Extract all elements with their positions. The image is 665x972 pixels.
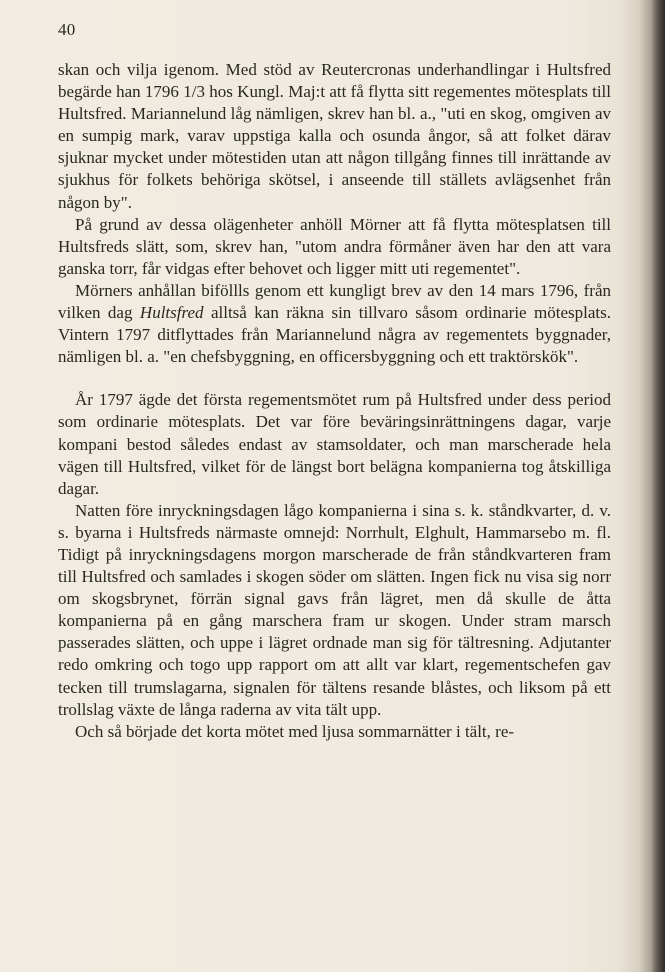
paragraph-1: skan och vilja igenom. Med stöd av Reutercronas underhandlingar i Hultsfred begärde han 1796 1/3 hos Kungl. Maj:t att få flytta sitt regementes mötesplats till Hultsfred. Mariannelund låg nämligen, skrev han bl. a., "uti en skog, omgiven av en sumpig mark, varav uppstiga kalla och osunda ångor, så att folket därav sjuknar mycket under mötestiden utan att någon tillgång finnes till inrättande av sjukhus för folkets behöriga skötsel, i anseende till ställets avlägsenhet från någon by". [58, 60, 611, 212]
paragraph-5: Natten före inryckningsdagen lågo kompanierna i sina s. k. ståndkvarter, d. v. s. byarna i Hultsfreds närmaste omnejd: Norrhult, Elghult, Hammarsebo m. fl. Tidigt på inryckningsdagens morgon marscherade de från ståndkvarteren fram till Hultsfred och samlades i skogen söder om slätten. Ingen fick nu visa sig norr om skogsbrynet, förrän signal gavs från lägret, men då skulle de åtta kompanierna på en gång marschera fram ur skogen. Under stram marsch passerades slätten, och uppe i lägret ordnade man sig för tältresning. Adjutanter redo omkring och togo upp rapport om att allt var klart, regementschefen gav tecken till trumslagarna, signalen för tältens resande blåstes, och liksom på ett trollslag växte de långa raderna av vita tält upp. [58, 500, 611, 719]
body-text [58, 59, 611, 743]
paragraph-3: Mörners anhållan biföllls genom ett kungligt brev av den 14 mars 1796, från vilken dag Hultsfred alltså kan räkna sin tillvaro såsom ordinarie mötesplats. Vintern 1797 ditflyttades från Mariannelund några av regementets byggnader, nämligen bl. a. "en chefsbyggning, en officersbyggning och ett traktörskök". [58, 280, 611, 367]
book-spine-shadow [651, 0, 665, 972]
page-number: 40 [58, 20, 76, 39]
paragraph-2: På grund av dessa olägenheter anhöll Mörner att få flytta mötesplatsen till Hultsfreds slätt, som, skrev han, "utom andra förmåner även har den att vara ganska torr, får vidgas efter behovet och ligger mitt uti regementet". [58, 214, 611, 278]
paragraph-6: Och så började det korta mötet med ljusa sommarnätter i tält, re- [75, 721, 515, 741]
paragraph-4: År 1797 ägde det första regementsmötet rum på Hultsfred under dess period som ordinarie mötesplats. Det var före beväringsinrättningens dagar, varje kompani bestod således endast av stamsoldater, och man marscherade hela vägen till Hultsfred, vilket för de längst bort belägna kompanierna tog åtskilliga dagar. [58, 390, 611, 498]
place-name-hultsfred: Hultsfred [139, 303, 204, 323]
